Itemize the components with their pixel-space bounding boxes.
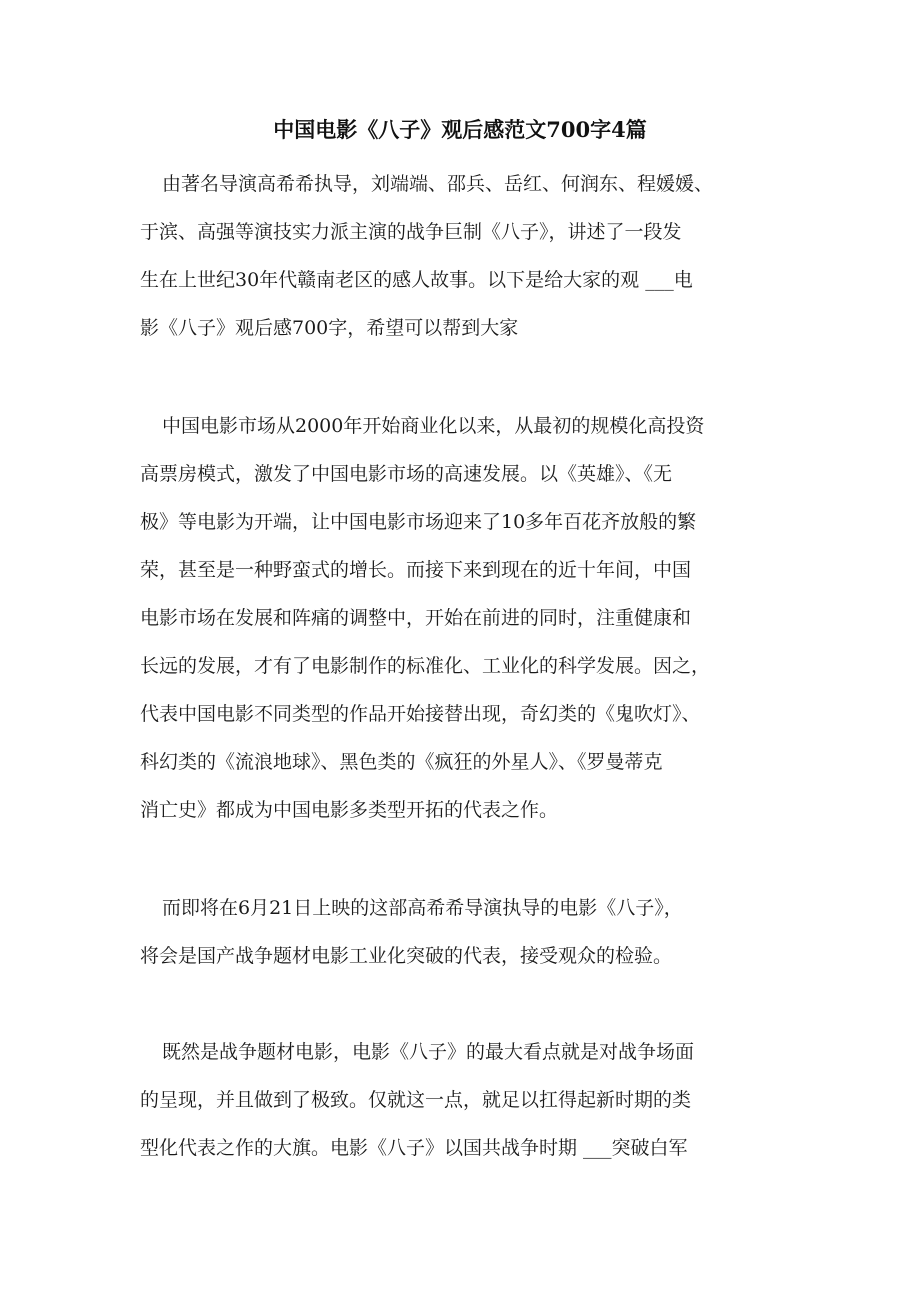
paragraph-intro (140, 160, 790, 352)
paragraph-line: 将会是国产战争题材电影工业化突破的代表，接受观众的检验。 (140, 945, 673, 967)
paragraph-release (140, 884, 790, 980)
paragraph-line: 型化代表之作的大旗。电影《八子》以国共战争时期 ___突破白军 (140, 1137, 688, 1159)
paragraph-line: 中国电影市场从2000年开始商业化以来，从最初的规模化高投资 (162, 415, 705, 437)
document-title: 中国电影《八子》观后感范文700字4篇 (273, 117, 647, 142)
paragraph-line: 而即将在6月21日上映的这部高希希导演执导的电影《八子》， (162, 897, 683, 919)
paragraph-line: 由著名导演高希希执导，刘端端、邵兵、岳红、何润东、程媛媛、 (162, 173, 714, 195)
paragraph-line: 高票房模式，激发了中国电影市场的高速发展。以《英雄》、《无 (140, 463, 673, 485)
paragraph-line: 既然是战争题材电影，电影《八子》的最大看点就是对战争场面 (162, 1041, 695, 1063)
paragraph-line: 代表中国电影不同类型的作品开始接替出现，奇幻类的《鬼吹灯》、 (140, 703, 701, 725)
paragraph-line: 极》等电影为开端，让中国电影市场迎来了10多年百花齐放般的繁 (140, 511, 697, 533)
paragraph-market-history (140, 402, 790, 834)
paragraph-line: 影《八子》观后感700字，希望可以帮到大家 (140, 317, 519, 339)
paragraph-line: 电影市场在发展和阵痛的调整中，开始在前进的同时，注重健康和 (140, 607, 692, 629)
paragraph-line: 生在上世纪30年代赣南老区的感人故事。以下是给大家的观 ___电 (140, 269, 693, 291)
paragraph-war-scenes (140, 1028, 790, 1172)
paragraph-line: 于滨、高强等演技实力派主演的战争巨制《八子》，讲述了一段发 (140, 221, 682, 243)
paragraph-line: 的呈现，并且做到了极致。仅就这一点，就足以扛得起新时期的类 (140, 1089, 692, 1111)
paragraph-line: 荣，甚至是一种野蛮式的增长。而接下来到现在的近十年间，中国 (140, 559, 692, 581)
paragraph-line: 长远的发展，才有了电影制作的标准化、工业化的科学发展。因之， (140, 655, 711, 677)
paragraph-line: 消亡史》都成为中国电影多类型开拓的代表之作。 (140, 799, 559, 821)
paragraph-line: 科幻类的《流浪地球》、黑色类的《疯狂的外星人》、《罗曼蒂克 (140, 751, 663, 773)
